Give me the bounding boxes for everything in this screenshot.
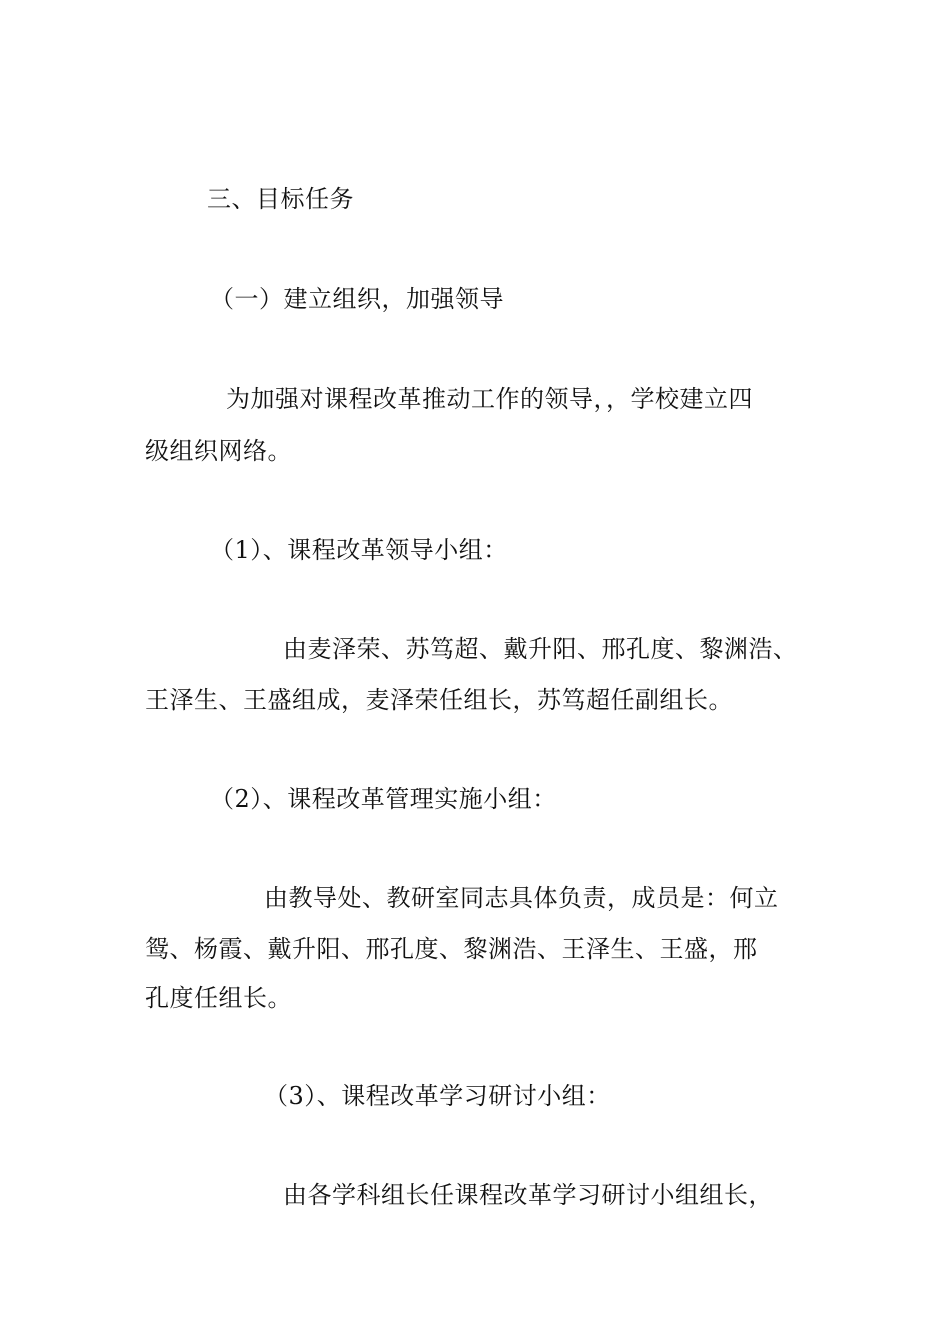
group-2-title: （2）、课程改革管理实施小组： — [210, 785, 557, 813]
intro-paragraph-line-1: 为加强对课程改革推动工作的领导，，学校建立四 — [226, 385, 753, 413]
group-3-title: （3）、课程改革学习研讨小组： — [264, 1082, 611, 1110]
group-1-title: （1）、课程改革领导小组： — [210, 536, 508, 564]
group-1-paragraph-line-1: 由麦泽荣、苏笃超、戴升阳、邢孔度、黎渊浩、 — [283, 635, 798, 663]
group-2-paragraph-line-3: 孔度任组长。 — [145, 984, 292, 1012]
group-3-paragraph-line-1: 由各学科组长任课程改革学习研讨小组组长， — [283, 1181, 773, 1209]
group-1-paragraph-line-2: 王泽生、王盛组成，麦泽荣任组长，苏笃超任副组长。 — [145, 686, 733, 714]
intro-paragraph-line-2: 级组织网络。 — [145, 437, 292, 465]
group-2-paragraph-line-1: 由教导处、教研室同志具体负责，成员是：何立 — [264, 884, 779, 912]
group-2-paragraph-line-2: 鸳、杨霞、戴升阳、邢孔度、黎渊浩、王泽生、王盛，邢 — [145, 935, 758, 963]
subsection-heading: （一）建立组织，加强领导 — [210, 285, 504, 313]
section-heading: 三、目标任务 — [207, 185, 354, 213]
